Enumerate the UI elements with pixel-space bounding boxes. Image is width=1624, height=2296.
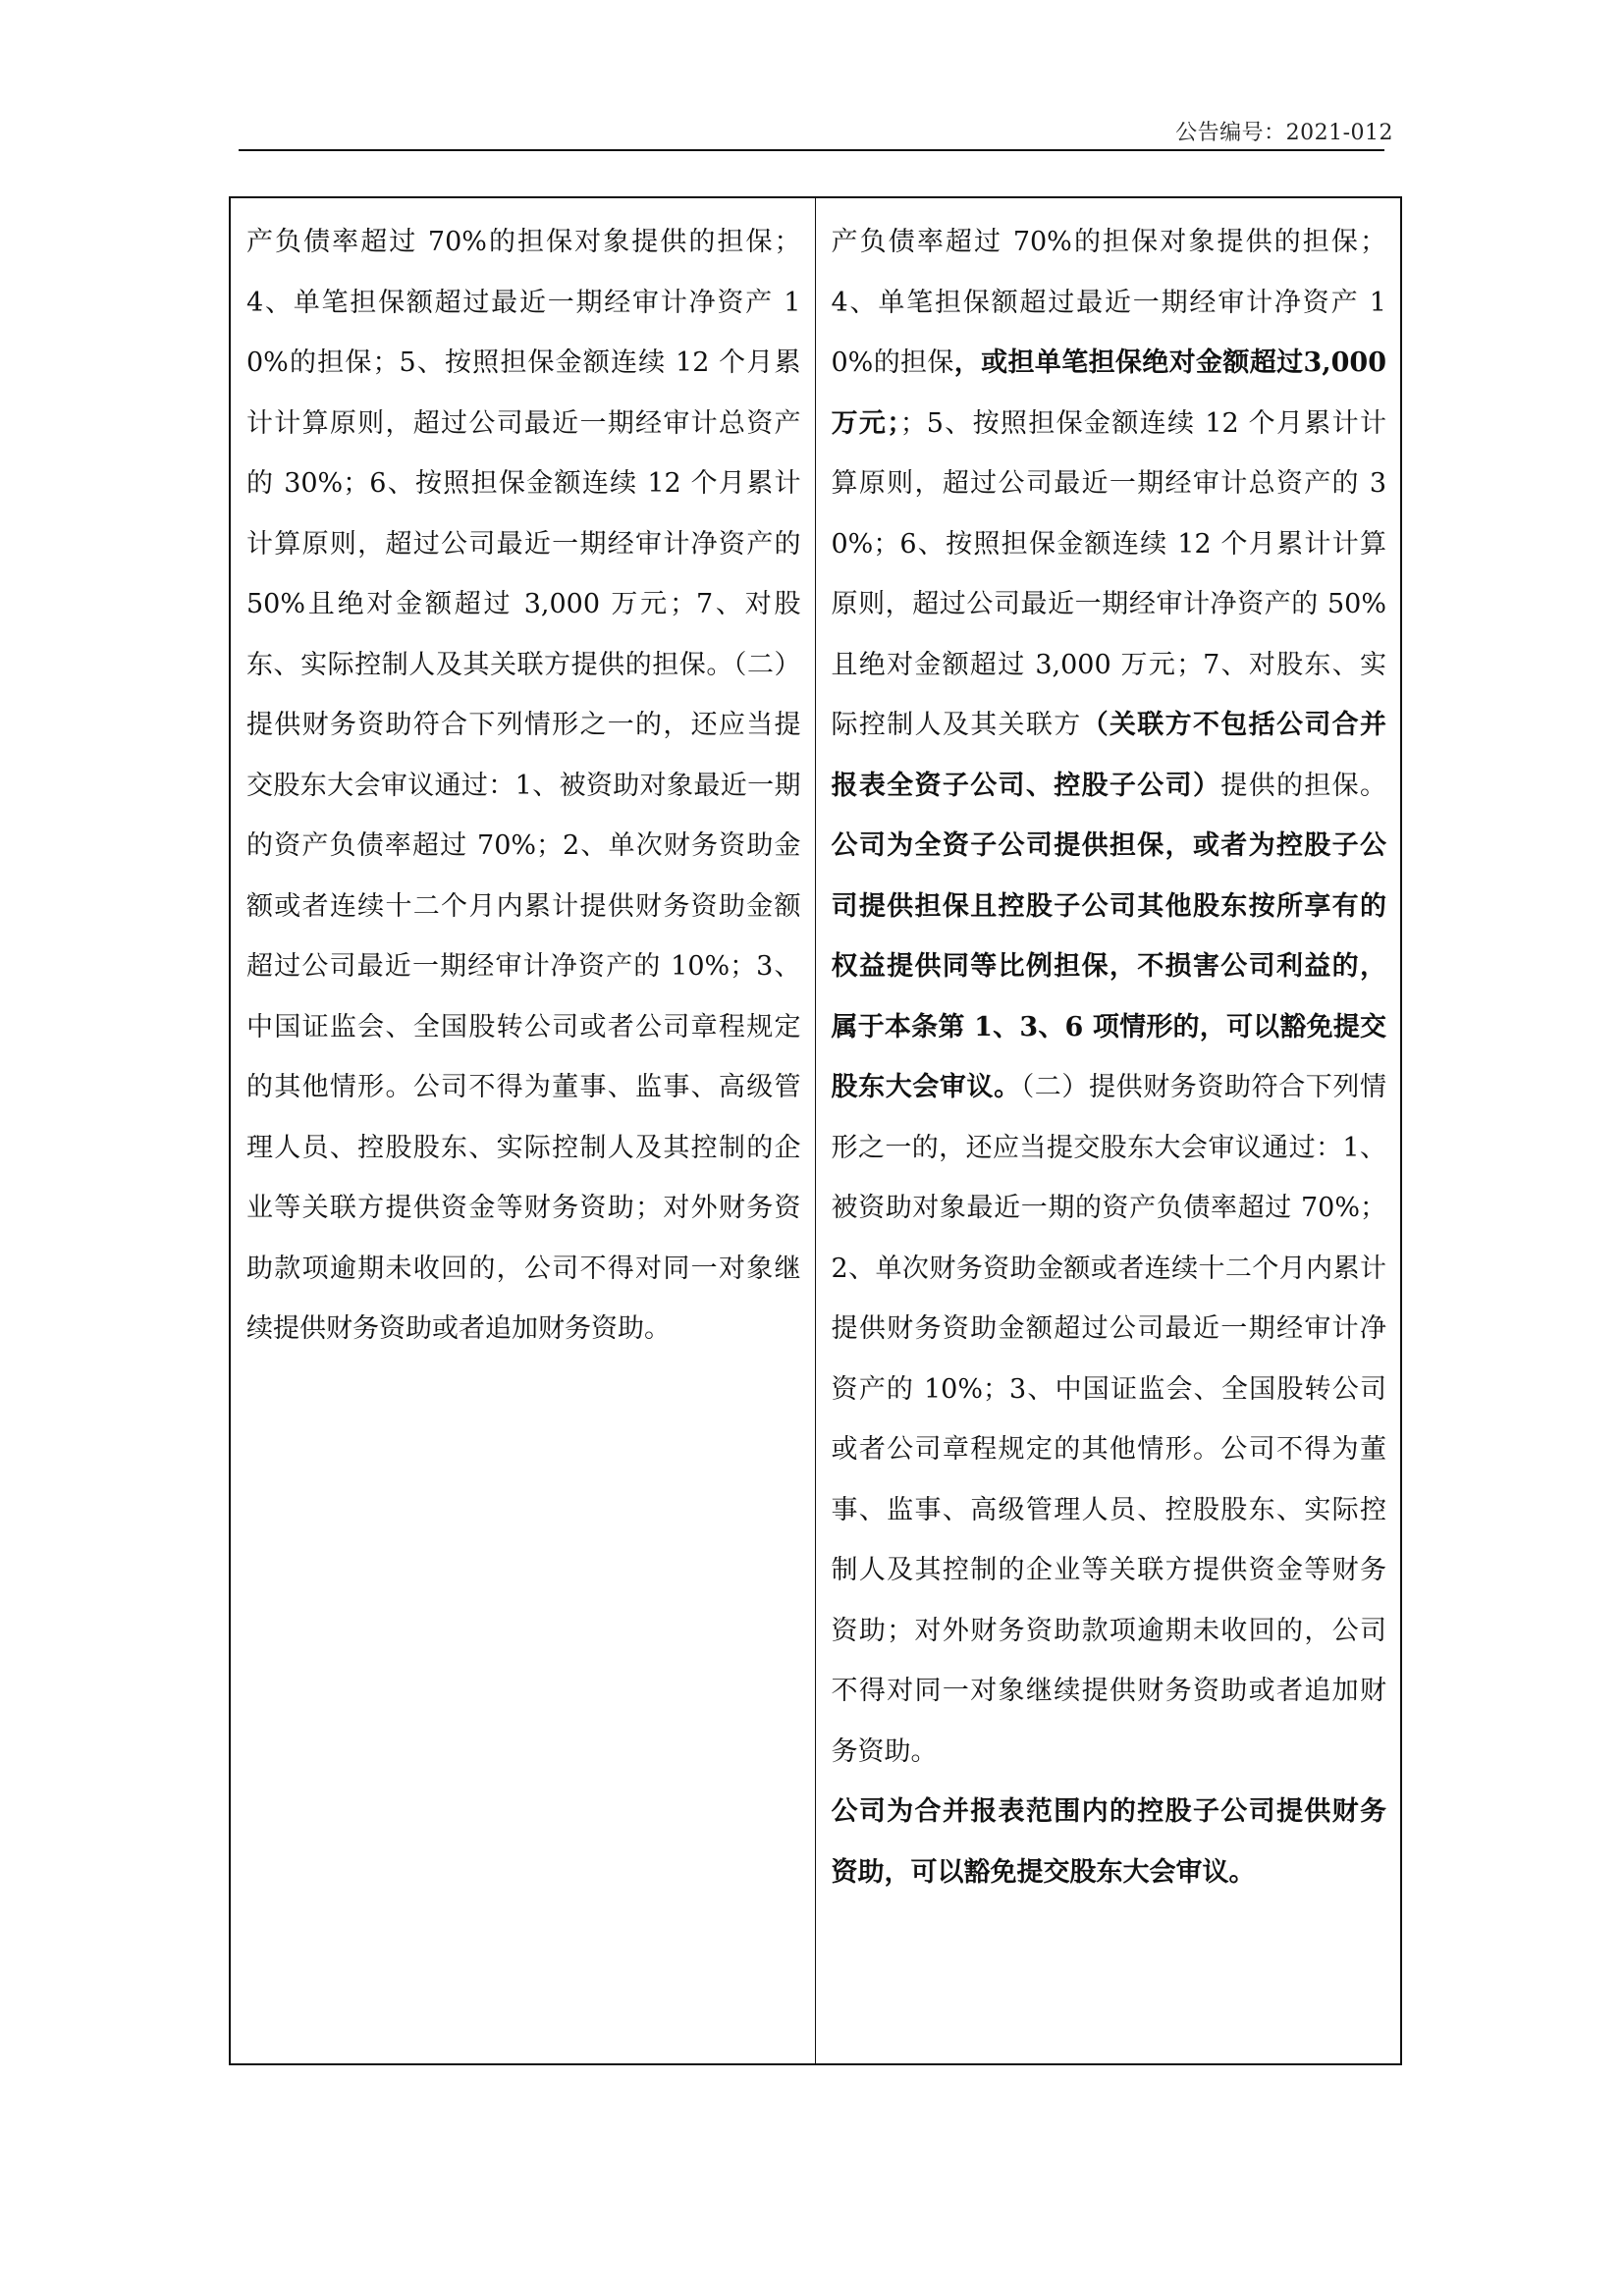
amended-text: （关联方不包括公司合并报表全资子公司、控股子公司） (831, 710, 1387, 801)
clause-text: 提供的担保。 (1220, 770, 1387, 801)
revised-clause-column (816, 198, 1401, 2063)
header-divider (239, 149, 1384, 151)
comparison-table (229, 196, 1402, 2065)
original-clause-column (231, 198, 816, 2063)
clause-text: （二）提供财务资助符合下列情形之一的，还应当提交股东大会审议通过：1、被资助对象最近一期的资产负债率超过 70%；2、单次财务资助金额或者连续十二个月内累计提供财务资助金额超过公司最近一期经审计净资产的 10%；3、中国证监会、全国股转公司或者公司章程规定的其他情形。公司不得为董事、监事、高级管理人员、控股股东、实际控制人及其控制的企业等关联方提供资金等财务资助；对外财务资助款项逾期未收回的，公司不得对同一对象继续提供财务资助或者追加财务资助。 (831, 1072, 1387, 1767)
amended-text: 公司为全资子公司提供担保，或者为控股子公司提供担保且控股子公司其他股东按所享有的权益提供同等比例担保，不损害公司利益的，属于本条第 1、3、6 项情形的，可以豁免提交股东大会审议。 (831, 830, 1386, 1102)
announcement-number: 公告编号：2021-012 (1175, 121, 1393, 145)
clause-text: ；5、按照担保金额连续 12 个月累计计算原则，超过公司最近一期经审计总资产的 30%；6、按照担保金额连续 12 个月累计计算原则，超过公司最近一期经审计净资产的 50%且绝对金额超过 3,000 万元；7、对股东、实际控制人及其关联方 (831, 407, 1386, 740)
clause-text: 产负债率超过 70%的担保对象提供的担保；4、单笔担保额超过最近一期经审计净资产 10%的担保；5、按照担保金额连续 12 个月累计计算原则，超过公司最近一期经审计总资产的 30%；6、按照担保金额连续 12 个月累计计算原则，超过公司最近一期经审计净资产的 50%且绝对金额超过 3,000 万元；7、对股东、实际控制人及其关联方提供的担保。（二）提供财务资助符合下列情形之一的，还应当提交股东大会审议通过：1、被资助对象最近一期的资产负债率超过 70%；2、单次财务资助金额或者连续十二个月内累计提供财务资助金额超过公司最近一期经审计净资产的 10%；3、中国证监会、全国股转公司或者公司章程规定的其他情形。公司不得为董事、监事、高级管理人员、控股股东、实际控制人及其控制的企业等关联方提供资金等财务资助；对外财务资助款项逾期未收回的，公司不得对同一对象继续提供财务资助或者追加财务资助。 (246, 227, 801, 1344)
revised-paragraph (832, 1782, 1387, 1902)
amended-text: 公司为合并报表范围内的控股子公司提供财务资助，可以豁免提交股东大会审议。 (831, 1796, 1386, 1888)
amended-text: ，或担单笔担保绝对金额超过3,000 万元； (831, 347, 1386, 439)
original-paragraph (246, 212, 801, 1360)
clause-text: 产负债率超过 70%的担保对象提供的担保；4、单笔担保额超过最近一期经审计净资产 10%的担保 (831, 227, 1386, 378)
revised-paragraph (832, 212, 1387, 1782)
